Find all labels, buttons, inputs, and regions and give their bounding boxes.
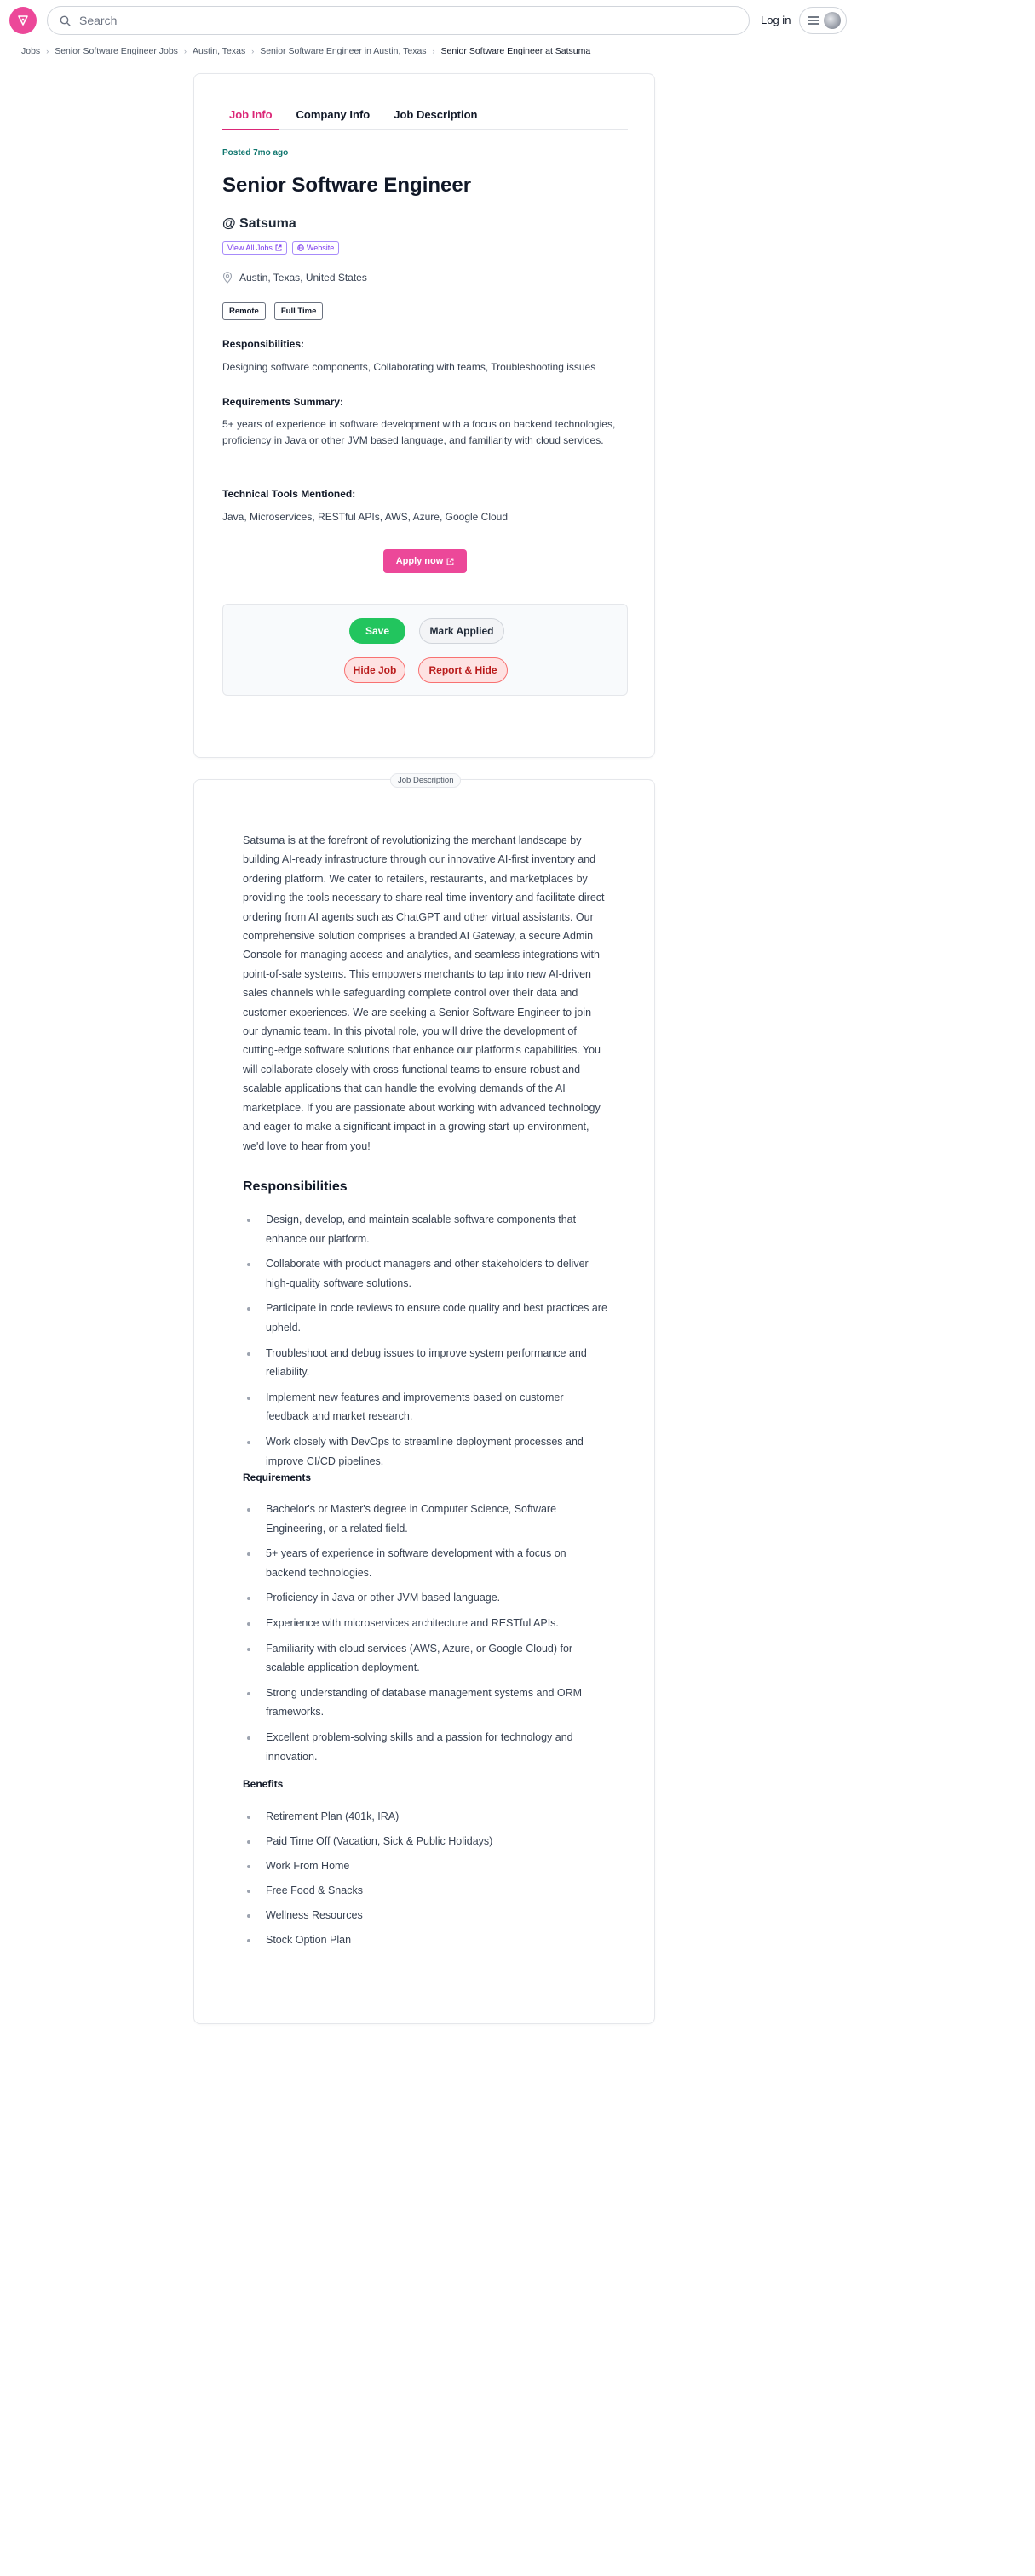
list-item: Familiarity with cloud services (AWS, Azure, or Google Cloud) for scalable application deployment. — [243, 1639, 609, 1678]
requirements-summary: 5+ years of experience in software development with a focus on backend technologies, proficiency in Java or other JVM based language, and familiarity with cloud services. — [222, 418, 616, 446]
avatar — [824, 12, 841, 29]
search-input[interactable] — [79, 14, 727, 27]
website-label: Website — [306, 244, 335, 252]
company-name[interactable]: @ Satsuma — [222, 216, 296, 231]
list-item: Bachelor's or Master's degree in Computer Science, Software Engineering, or a related field. — [243, 1500, 609, 1538]
posted-date: Posted 7mo ago — [222, 148, 289, 158]
list-item: Wellness Resources — [243, 1906, 609, 1925]
job-location — [222, 272, 367, 284]
breadcrumb-senior-software-engineer-jobs[interactable]: Senior Software Engineer Jobs — [55, 46, 178, 56]
breadcrumb-austin-texas[interactable]: Austin, Texas — [192, 46, 246, 56]
list-item: Proficiency in Java or other JVM based language. — [243, 1588, 609, 1608]
breadcrumb — [21, 46, 590, 56]
list-item: Work From Home — [243, 1856, 609, 1876]
job-tags — [222, 302, 323, 320]
list-item: Participate in code reviews to ensure code quality and best practices are upheld. — [243, 1299, 609, 1337]
apply-now-button[interactable] — [383, 549, 467, 573]
search-bar[interactable] — [47, 6, 750, 35]
login-link[interactable]: Log in — [761, 14, 791, 26]
website-link[interactable] — [292, 241, 339, 255]
tools-heading: Technical Tools Mentioned: — [222, 488, 356, 500]
list-item: Collaborate with product managers and other stakeholders to deliver high-quality software solutions. — [243, 1254, 609, 1293]
tab-job-info[interactable]: Job Info — [222, 108, 279, 130]
mark-applied-button[interactable]: Mark Applied — [419, 618, 504, 644]
list-item: 5+ years of experience in software development with a focus on backend technologies. — [243, 1544, 609, 1582]
list-item: Excellent problem-solving skills and a passion for technology and innovation. — [243, 1728, 609, 1766]
breadcrumb-current: Senior Software Engineer at Satsuma — [440, 46, 591, 56]
job-description-card — [193, 776, 655, 2024]
job-actions-panel — [222, 604, 628, 696]
list-item: Troubleshoot and debug issues to improve system performance and reliability. — [243, 1344, 609, 1382]
responsibilities-title: Responsibilities — [243, 1179, 348, 1194]
user-menu-button[interactable] — [799, 7, 847, 34]
chevron-right-icon: › — [251, 47, 255, 55]
responsibilities-heading: Responsibilities: — [222, 338, 305, 350]
chevron-right-icon: › — [183, 47, 187, 55]
requirements-list — [243, 1500, 609, 1772]
save-button[interactable]: Save — [349, 618, 405, 644]
breadcrumb-role-in-city[interactable]: Senior Software Engineer in Austin, Texas — [260, 46, 427, 56]
list-item: Strong understanding of database management systems and ORM frameworks. — [243, 1684, 609, 1722]
responsibilities-summary: Designing software components, Collaborating with teams, Troubleshooting issues — [222, 361, 596, 373]
list-item: Implement new features and improvements based on customer feedback and market research. — [243, 1388, 609, 1426]
logo[interactable] — [9, 7, 37, 34]
tab-bar — [222, 108, 628, 130]
external-link-icon — [275, 244, 282, 251]
logo-icon — [16, 14, 30, 27]
list-item: Experience with microservices architecture and RESTful APIs. — [243, 1614, 609, 1633]
list-item: Paid Time Off (Vacation, Sick & Public Holidays) — [243, 1832, 609, 1851]
top-bar — [0, 0, 1035, 41]
search-icon — [60, 15, 71, 26]
external-link-icon — [446, 558, 454, 565]
job-title: Senior Software Engineer — [222, 174, 472, 197]
requirements-heading: Requirements Summary: — [222, 396, 344, 408]
requirements-title: Requirements — [243, 1472, 312, 1483]
location-text: Austin, Texas, United States — [239, 272, 367, 284]
list-item: Stock Option Plan — [243, 1931, 609, 1950]
globe-icon — [297, 244, 304, 251]
report-hide-button[interactable]: Report & Hide — [418, 657, 508, 683]
list-item: Design, develop, and maintain scalable software components that enhance our platform. — [243, 1210, 609, 1248]
list-item: Free Food & Snacks — [243, 1881, 609, 1901]
benefits-list — [243, 1807, 609, 1956]
tab-job-description[interactable]: Job Description — [394, 108, 478, 121]
job-info-card — [193, 73, 655, 758]
responsibilities-list — [243, 1210, 609, 1477]
tag-remote: Remote — [222, 302, 266, 320]
list-item: Work closely with DevOps to streamline deployment processes and improve CI/CD pipelines. — [243, 1432, 609, 1471]
chevron-right-icon: › — [46, 47, 49, 55]
tools-list: Java, Microservices, RESTful APIs, AWS, Azure, Google Cloud — [222, 511, 509, 523]
tab-company-info[interactable]: Company Info — [296, 108, 371, 121]
company-links — [222, 241, 339, 255]
list-item: Retirement Plan (401k, IRA) — [243, 1807, 609, 1827]
benefits-title: Benefits — [243, 1778, 284, 1790]
job-description-label: Job Description — [390, 773, 461, 788]
chevron-right-icon: › — [432, 47, 435, 55]
tag-full-time: Full Time — [274, 302, 324, 320]
view-all-jobs-label: View All Jobs — [227, 244, 273, 252]
hamburger-icon — [808, 16, 819, 25]
view-all-jobs-link[interactable] — [222, 241, 287, 255]
job-description-intro: Satsuma is at the forefront of revolutionizing the merchant landscape by building AI-ready infrastructure through our innovative AI-first inventory and ordering platform. We cater to retailers, restaurants, and marketplaces by providing the tools necessary to share real-time inventory and facilitate direct ordering from AI agents such as ChatGPT and other virtual assistants. Our comprehensive solution comprises a branded AI Gateway, a secure Admin Console for managing access and analytics, and seamless integrations with point-of-sale systems. This empowers merchants to tap into new AI-driven sales channels while safeguarding complete control over their data and customer experiences. We are seeking a Senior Software Engineer to join our dynamic team. In this pivotal role, you will drive the development of cutting-edge software solutions that enhance our platform's capabilities. You will collaborate closely with cross-functional teams to ensure robust and scalable applications that can handle the evolving demands of the AI marketplace. If you are passionate about working with advanced technology and eager to make a significant impact in a growing start-up environment, we'd love to hear from you! — [243, 835, 605, 1152]
map-pin-icon — [222, 272, 233, 284]
apply-now-label: Apply now — [395, 556, 444, 566]
breadcrumb-jobs[interactable]: Jobs — [21, 46, 41, 56]
hide-job-button[interactable]: Hide Job — [344, 657, 405, 683]
